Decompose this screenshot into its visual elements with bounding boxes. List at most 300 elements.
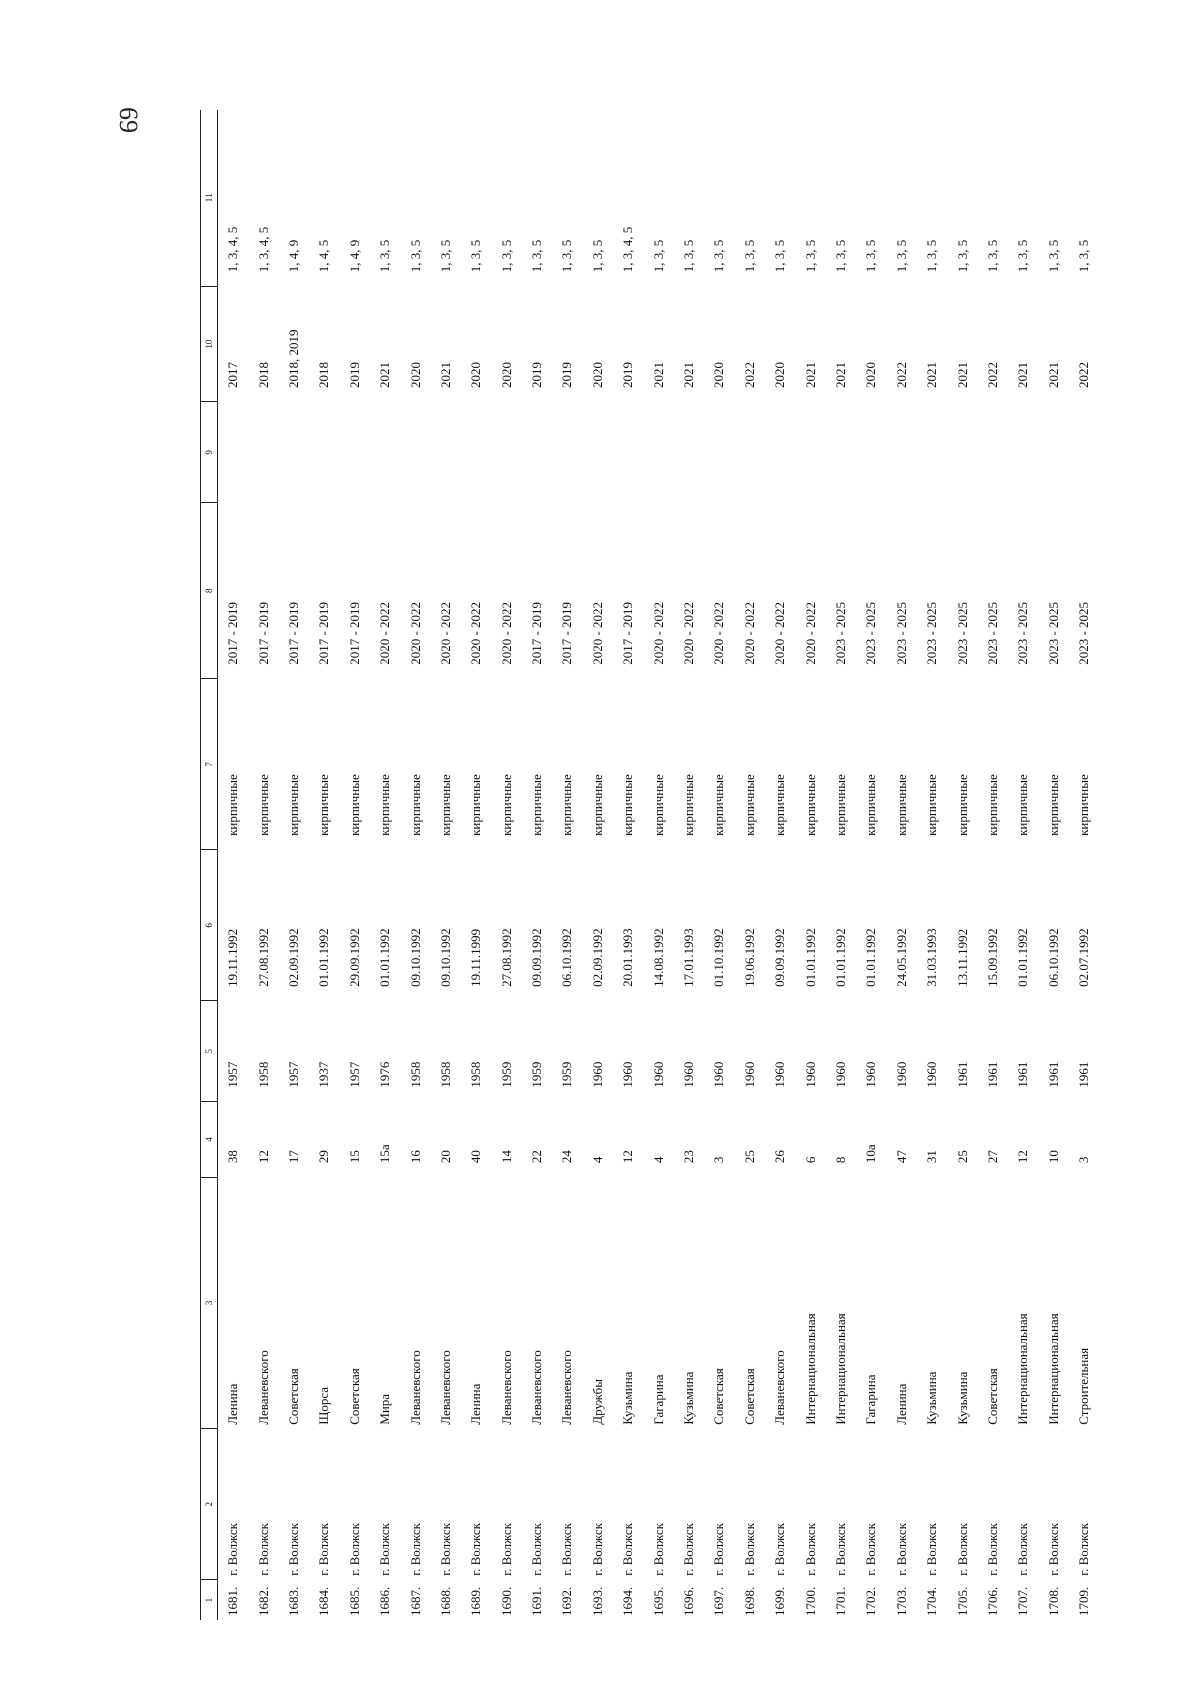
col-9-cell <box>643 402 673 503</box>
street-cell: Леваневского <box>498 1350 514 1425</box>
city-cell: г. Волжск <box>589 1523 605 1576</box>
house-number-cell: 25 <box>954 1150 970 1164</box>
period-cell: 2020 - 2022 <box>711 601 727 665</box>
city-cell: г. Волжск <box>407 1523 423 1576</box>
row-number-cell: 1696. <box>681 1586 697 1616</box>
date-cell: 06.10.1992 <box>1045 928 1061 987</box>
table-row <box>856 110 886 1620</box>
col-9-cell <box>978 402 1008 503</box>
year-cell: 2018 <box>255 361 271 388</box>
street-cell: Леваневского <box>772 1350 788 1425</box>
house-number-cell: 12 <box>255 1150 271 1164</box>
year-built-cell: 1958 <box>255 1061 271 1088</box>
house-number-cell: 47 <box>893 1150 909 1164</box>
work-codes-cell: 1, 3, 5 <box>833 239 848 273</box>
work-codes-cell: 1, 3, 5 <box>984 239 1000 273</box>
house-number-cell: 17 <box>285 1150 301 1164</box>
period-cell: 2023 - 2025 <box>1076 601 1092 665</box>
date-cell: 17.01.1993 <box>681 928 697 987</box>
period-cell: 2023 - 2025 <box>863 601 879 665</box>
year-cell: 2020 <box>863 361 879 388</box>
street-cell: Щорса <box>316 1386 332 1425</box>
work-codes-cell: 1, 3, 5 <box>589 239 605 273</box>
house-number-cell: 6 <box>802 1156 818 1164</box>
work-codes-cell: 1, 3, 5 <box>802 239 818 273</box>
row-number-cell: 1689. <box>468 1586 484 1616</box>
wall-material-cell: кирпичные <box>468 774 484 836</box>
wall-material-cell: кирпичные <box>802 774 818 836</box>
row-number-cell: 1697. <box>711 1586 727 1616</box>
table-row <box>492 110 522 1620</box>
col-9-cell <box>917 402 947 503</box>
column-number: 6 <box>201 850 218 1001</box>
year-built-cell: 1960 <box>650 1061 666 1088</box>
col-9-cell <box>522 402 552 503</box>
row-number-cell: 1682. <box>255 1586 271 1616</box>
row-number-cell: 1700. <box>802 1586 818 1616</box>
house-number-cell: 38 <box>225 1150 241 1164</box>
city-cell: г. Волжск <box>893 1523 909 1576</box>
work-codes-cell: 1, 3, 5 <box>1045 239 1061 273</box>
date-cell: 29.09.1992 <box>346 928 362 987</box>
period-cell: 2023 - 2025 <box>954 601 970 665</box>
period-cell: 2017 - 2019 <box>529 601 545 665</box>
col-9-cell <box>492 402 522 503</box>
col-9-cell <box>279 402 309 503</box>
year-cell: 2020 <box>468 361 484 388</box>
wall-material-cell: кирпичные <box>893 774 909 836</box>
work-codes-cell: 1, 3, 4, 5 <box>620 226 636 273</box>
street-cell: Гагарина <box>863 1374 879 1425</box>
period-cell: 2023 - 2025 <box>984 601 1000 665</box>
street-cell: Кузьмина <box>954 1371 970 1425</box>
house-number-cell: 10а <box>863 1144 879 1164</box>
city-cell: г. Волжск <box>620 1523 636 1576</box>
city-cell: г. Волжск <box>1045 1523 1061 1576</box>
street-cell: Ленина <box>225 1383 241 1425</box>
house-number-cell: 8 <box>833 1156 848 1164</box>
house-number-cell: 26 <box>772 1150 788 1164</box>
period-cell: 2023 - 2025 <box>893 601 909 665</box>
wall-material-cell: кирпичные <box>741 774 757 836</box>
house-number-cell: 4 <box>650 1156 666 1164</box>
row-number-cell: 1699. <box>772 1586 788 1616</box>
date-cell: 01.01.1992 <box>377 928 393 987</box>
date-cell: 19.06.1992 <box>741 928 757 987</box>
year-built-cell: 1960 <box>772 1061 788 1088</box>
period-cell: 2020 - 2022 <box>468 601 484 665</box>
period-cell: 2017 - 2019 <box>225 601 241 665</box>
date-cell: 06.10.1992 <box>559 928 575 987</box>
year-built-cell: 1960 <box>620 1061 636 1088</box>
work-codes-cell: 1, 3, 5 <box>529 239 545 273</box>
wall-material-cell: кирпичные <box>620 774 636 836</box>
house-number-cell: 24 <box>559 1150 575 1164</box>
wall-material-cell: кирпичные <box>559 774 575 836</box>
city-cell: г. Волжск <box>954 1523 970 1576</box>
city-cell: г. Волжск <box>437 1523 453 1576</box>
street-cell: Леваневского <box>529 1350 545 1425</box>
column-number: 11 <box>201 110 218 286</box>
wall-material-cell: кирпичные <box>285 774 301 836</box>
row-number-cell: 1698. <box>741 1586 757 1616</box>
city-cell: г. Волжск <box>498 1523 514 1576</box>
wall-material-cell: кирпичные <box>1045 774 1061 836</box>
street-cell: Гагарина <box>650 1374 666 1425</box>
col-9-cell <box>795 402 825 503</box>
street-cell: Кузьмина <box>681 1371 697 1425</box>
row-number-cell: 1691. <box>529 1586 545 1616</box>
year-built-cell: 1961 <box>1045 1061 1061 1088</box>
row-number-cell: 1685. <box>346 1586 362 1616</box>
year-built-cell: 1960 <box>863 1061 879 1088</box>
house-number-cell: 3 <box>1076 1156 1092 1164</box>
rotated-table-wrapper <box>200 110 1092 1620</box>
table-row <box>826 110 856 1620</box>
year-built-cell: 1960 <box>833 1061 848 1088</box>
period-cell: 2017 - 2019 <box>255 601 271 665</box>
year-built-cell: 1959 <box>559 1061 575 1088</box>
house-number-cell: 29 <box>316 1150 332 1164</box>
col-9-cell <box>552 402 582 503</box>
row-number-cell: 1703. <box>893 1586 909 1616</box>
wall-material-cell: кирпичные <box>954 774 970 836</box>
col-9-cell <box>461 402 491 503</box>
street-cell: Дружбы <box>589 1379 605 1425</box>
city-cell: г. Волжск <box>529 1523 545 1576</box>
street-cell: Леваневского <box>437 1350 453 1425</box>
street-cell: Строительная <box>1076 1347 1092 1425</box>
table-row <box>552 110 582 1620</box>
street-cell: Ленина <box>468 1383 484 1425</box>
table-row <box>765 110 795 1620</box>
date-cell: 13.11.1992 <box>954 928 970 987</box>
year-cell: 2022 <box>984 361 1000 388</box>
period-cell: 2020 - 2022 <box>377 601 393 665</box>
year-built-cell: 1958 <box>437 1061 453 1088</box>
table-row <box>340 110 370 1620</box>
wall-material-cell: кирпичные <box>681 774 697 836</box>
city-cell: г. Волжск <box>559 1523 575 1576</box>
year-built-cell: 1961 <box>1076 1061 1092 1088</box>
column-number: 2 <box>201 1429 218 1580</box>
year-cell: 2022 <box>1076 361 1092 388</box>
city-cell: г. Волжск <box>377 1523 393 1576</box>
row-number-cell: 1684. <box>316 1586 332 1616</box>
city-cell: г. Волжск <box>772 1523 788 1576</box>
wall-material-cell: кирпичные <box>1076 774 1092 836</box>
year-built-cell: 1961 <box>1015 1061 1031 1088</box>
city-cell: г. Волжск <box>741 1523 757 1576</box>
street-cell: Советская <box>285 1368 301 1425</box>
work-codes-cell: 1, 3, 5 <box>681 239 697 273</box>
work-codes-cell: 1, 4, 9 <box>285 239 301 273</box>
row-number-cell: 1701. <box>833 1586 848 1616</box>
page-number: 69 <box>114 107 143 133</box>
year-built-cell: 1957 <box>225 1061 241 1088</box>
year-built-cell: 1958 <box>407 1061 423 1088</box>
row-number-cell: 1686. <box>377 1586 393 1616</box>
date-cell: 09.10.1992 <box>407 928 423 987</box>
date-cell: 31.03.1993 <box>924 928 940 987</box>
col-9-cell <box>431 402 461 503</box>
year-built-cell: 1960 <box>924 1061 940 1088</box>
work-codes-cell: 1, 3, 5 <box>711 239 727 273</box>
date-cell: 09.09.1992 <box>772 928 788 987</box>
col-9-cell <box>613 402 643 503</box>
city-cell: г. Волжск <box>833 1523 848 1576</box>
work-codes-cell: 1, 3, 5 <box>924 239 940 273</box>
period-cell: 2023 - 2025 <box>1015 601 1031 665</box>
date-cell: 02.09.1992 <box>285 928 301 987</box>
table-row <box>795 110 825 1620</box>
street-cell: Советская <box>984 1368 1000 1425</box>
work-codes-cell: 1, 3, 5 <box>1076 239 1092 273</box>
period-cell: 2023 - 2025 <box>833 601 848 665</box>
year-cell: 2019 <box>529 361 545 388</box>
city-cell: г. Волжск <box>984 1523 1000 1576</box>
col-9-cell <box>856 402 886 503</box>
date-cell: 02.07.1992 <box>1076 928 1092 987</box>
wall-material-cell: кирпичные <box>437 774 453 836</box>
column-number: 8 <box>201 503 218 679</box>
date-cell: 01.01.1992 <box>802 928 818 987</box>
table-row <box>583 110 613 1620</box>
year-cell: 2018 <box>316 361 332 388</box>
col-9-cell <box>583 402 613 503</box>
period-cell: 2017 - 2019 <box>316 601 332 665</box>
wall-material-cell: кирпичные <box>346 774 362 836</box>
date-cell: 01.01.1992 <box>1015 928 1031 987</box>
year-cell: 2021 <box>802 361 818 388</box>
col-9-cell <box>400 402 430 503</box>
year-cell: 2020 <box>498 361 514 388</box>
date-cell: 19.11.1992 <box>225 928 241 987</box>
housing-table <box>200 110 1099 1620</box>
year-built-cell: 1958 <box>468 1061 484 1088</box>
column-number: 1 <box>201 1580 218 1620</box>
column-number: 10 <box>201 286 218 402</box>
col-9-cell <box>370 402 400 503</box>
date-cell: 14.08.1992 <box>650 928 666 987</box>
table-row <box>400 110 430 1620</box>
table-row <box>309 110 339 1620</box>
city-cell: г. Волжск <box>802 1523 818 1576</box>
period-cell: 2017 - 2019 <box>620 601 636 665</box>
wall-material-cell: кирпичные <box>924 774 940 836</box>
street-cell: Кузьмина <box>620 1371 636 1425</box>
work-codes-cell: 1, 4, 9 <box>346 239 362 273</box>
work-codes-cell: 1, 3, 5 <box>893 239 909 273</box>
street-cell: Интернациональная <box>1015 1313 1031 1425</box>
street-cell: Ленина <box>893 1383 909 1425</box>
house-number-cell: 15а <box>377 1144 393 1164</box>
city-cell: г. Волжск <box>650 1523 666 1576</box>
wall-material-cell: кирпичные <box>1015 774 1031 836</box>
city-cell: г. Волжск <box>285 1523 301 1576</box>
table-row <box>1008 110 1038 1620</box>
col-9-cell <box>947 402 977 503</box>
street-cell: Советская <box>711 1368 727 1425</box>
house-number-cell: 3 <box>711 1156 727 1164</box>
house-number-cell: 23 <box>681 1150 697 1164</box>
year-built-cell: 1960 <box>893 1061 909 1088</box>
work-codes-cell: 1, 3, 5 <box>741 239 757 273</box>
work-codes-cell: 1, 3, 5 <box>863 239 879 273</box>
work-codes-cell: 1, 3, 5 <box>498 239 514 273</box>
street-cell: Леваневского <box>407 1350 423 1425</box>
date-cell: 27.08.1992 <box>498 928 514 987</box>
house-number-cell: 14 <box>498 1150 514 1164</box>
period-cell: 2020 - 2022 <box>741 601 757 665</box>
house-number-cell: 22 <box>529 1150 545 1164</box>
street-cell: Леваневского <box>255 1350 271 1425</box>
year-cell: 2017 <box>225 361 241 388</box>
date-cell: 01.10.1992 <box>711 928 727 987</box>
table-row <box>461 110 491 1620</box>
city-cell: г. Волжск <box>681 1523 697 1576</box>
period-cell: 2020 - 2022 <box>407 601 423 665</box>
col-9-cell <box>1039 402 1069 503</box>
year-cell: 2019 <box>620 361 636 388</box>
work-codes-cell: 1, 3, 5 <box>772 239 788 273</box>
street-cell: Леваневского <box>559 1350 575 1425</box>
date-cell: 02.09.1992 <box>589 928 605 987</box>
year-cell: 2021 <box>833 361 848 388</box>
year-built-cell: 1957 <box>285 1061 301 1088</box>
column-number: 5 <box>201 1001 218 1102</box>
row-number-cell: 1707. <box>1015 1586 1031 1616</box>
year-cell: 2021 <box>650 361 666 388</box>
period-cell: 2017 - 2019 <box>346 601 362 665</box>
date-cell: 09.09.1992 <box>529 928 545 987</box>
work-codes-cell: 1, 3, 5 <box>650 239 666 273</box>
col-9-cell <box>826 402 856 503</box>
wall-material-cell: кирпичные <box>984 774 1000 836</box>
period-cell: 2020 - 2022 <box>437 601 453 665</box>
col-9-cell <box>218 402 249 503</box>
row-number-cell: 1687. <box>407 1586 423 1616</box>
wall-material-cell: кирпичные <box>772 774 788 836</box>
house-number-cell: 20 <box>437 1150 453 1164</box>
year-cell: 2022 <box>741 361 757 388</box>
year-cell: 2021 <box>1015 361 1031 388</box>
column-number: 7 <box>201 679 218 850</box>
row-number-cell: 1705. <box>954 1586 970 1616</box>
period-cell: 2023 - 2025 <box>1045 601 1061 665</box>
year-cell: 2021 <box>954 361 970 388</box>
street-cell: Мира <box>377 1393 393 1425</box>
wall-material-cell: кирпичные <box>377 774 393 836</box>
table-row <box>248 110 278 1620</box>
year-built-cell: 1957 <box>346 1061 362 1088</box>
table-row <box>704 110 734 1620</box>
work-codes-cell: 1, 3, 4, 5 <box>225 226 241 273</box>
work-codes-cell: 1, 3, 5 <box>559 239 575 273</box>
column-number: 9 <box>201 402 218 503</box>
city-cell: г. Волжск <box>346 1523 362 1576</box>
column-number-row <box>201 110 218 1620</box>
house-number-cell: 31 <box>924 1150 940 1164</box>
row-number-cell: 1692. <box>559 1586 575 1616</box>
wall-material-cell: кирпичные <box>833 774 848 836</box>
table-row <box>917 110 947 1620</box>
row-number-cell: 1708. <box>1045 1586 1061 1616</box>
table-row <box>522 110 552 1620</box>
row-number-cell: 1690. <box>498 1586 514 1616</box>
row-number-cell: 1702. <box>863 1586 879 1616</box>
col-9-cell <box>309 402 339 503</box>
work-codes-cell: 1, 3, 5 <box>954 239 970 273</box>
house-number-cell: 27 <box>984 1150 1000 1164</box>
year-built-cell: 1959 <box>498 1061 514 1088</box>
street-cell: Советская <box>741 1368 757 1425</box>
work-codes-cell: 1, 4, 5 <box>316 239 332 273</box>
date-cell: 09.10.1992 <box>437 928 453 987</box>
year-cell: 2020 <box>407 361 423 388</box>
table-row <box>218 110 249 1620</box>
period-cell: 2020 - 2022 <box>772 601 788 665</box>
wall-material-cell: кирпичные <box>711 774 727 836</box>
date-cell: 24.05.1992 <box>893 928 909 987</box>
table-row <box>978 110 1008 1620</box>
wall-material-cell: кирпичные <box>863 774 879 836</box>
year-cell: 2020 <box>772 361 788 388</box>
period-cell: 2020 - 2022 <box>650 601 666 665</box>
city-cell: г. Волжск <box>225 1523 241 1576</box>
row-number-cell: 1693. <box>589 1586 605 1616</box>
period-cell: 2020 - 2022 <box>498 601 514 665</box>
row-number-cell: 1681. <box>225 1586 241 1616</box>
work-codes-cell: 1, 3, 5 <box>437 239 453 273</box>
table-row <box>735 110 765 1620</box>
year-cell: 2021 <box>377 361 393 388</box>
column-number: 3 <box>201 1177 218 1429</box>
period-cell: 2017 - 2019 <box>559 601 575 665</box>
year-cell: 2019 <box>346 361 362 388</box>
wall-material-cell: кирпичные <box>407 774 423 836</box>
house-number-cell: 10 <box>1045 1150 1061 1164</box>
row-number-cell: 1706. <box>984 1586 1000 1616</box>
wall-material-cell: кирпичные <box>316 774 332 836</box>
table-row <box>947 110 977 1620</box>
date-cell: 27.08.1992 <box>255 928 271 987</box>
work-codes-cell: 1, 3, 5 <box>377 239 393 273</box>
house-number-cell: 12 <box>1015 1150 1031 1164</box>
col-9-cell <box>1069 402 1099 503</box>
house-number-cell: 12 <box>620 1150 636 1164</box>
year-built-cell: 1960 <box>681 1061 697 1088</box>
period-cell: 2020 - 2022 <box>802 601 818 665</box>
work-codes-cell: 1, 3, 4, 5 <box>255 226 271 273</box>
period-cell: 2017 - 2019 <box>285 601 301 665</box>
house-number-cell: 40 <box>468 1150 484 1164</box>
date-cell: 19.11.1999 <box>468 928 484 987</box>
wall-material-cell: кирпичные <box>498 774 514 836</box>
year-cell: 2021 <box>681 361 697 388</box>
col-9-cell <box>1008 402 1038 503</box>
table-row <box>370 110 400 1620</box>
year-cell: 2021 <box>924 361 940 388</box>
year-built-cell: 1961 <box>954 1061 970 1088</box>
col-9-cell <box>248 402 278 503</box>
work-codes-cell: 1, 3, 5 <box>407 239 423 273</box>
year-cell: 2019 <box>559 361 575 388</box>
period-cell: 2023 - 2025 <box>924 601 940 665</box>
street-cell: Интернациональная <box>802 1313 818 1425</box>
city-cell: г. Волжск <box>863 1523 879 1576</box>
row-number-cell: 1683. <box>285 1586 301 1616</box>
